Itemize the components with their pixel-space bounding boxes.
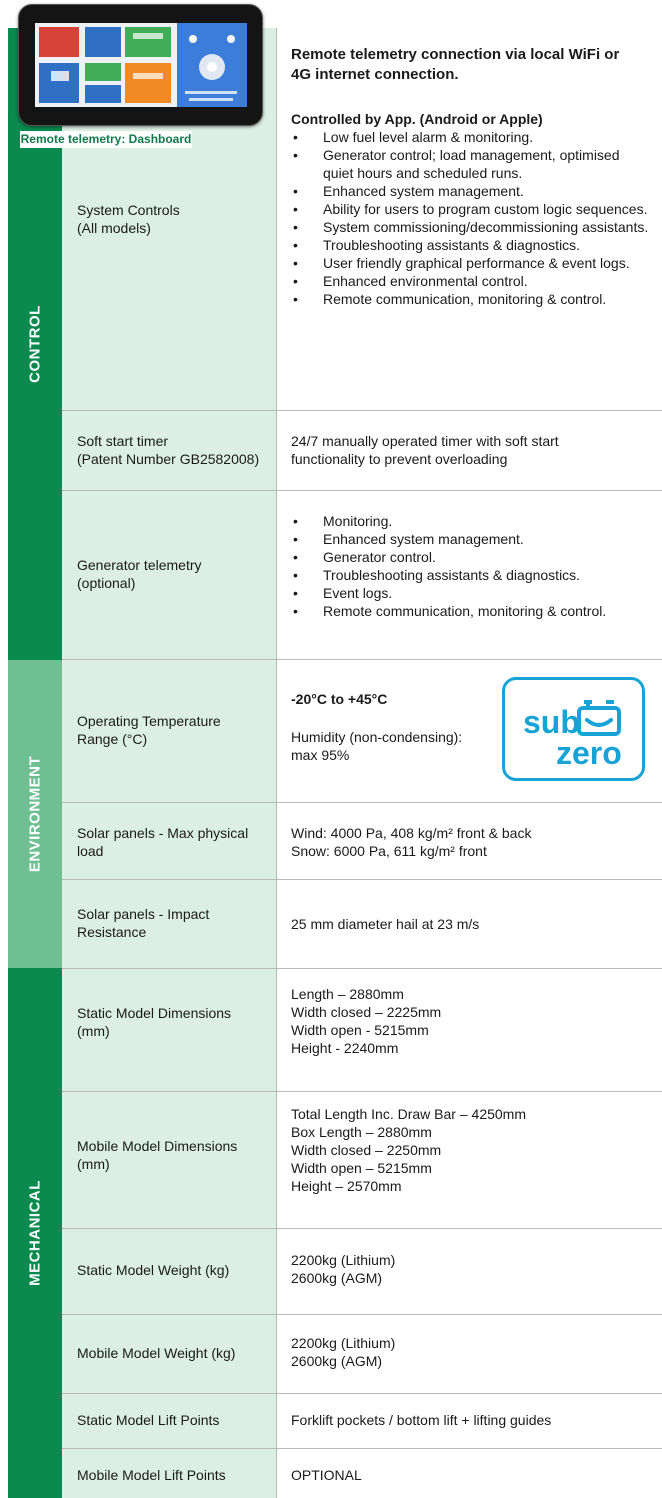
list-item: • System commissioning/decommissioning assistants. [291, 218, 651, 236]
section-band-environment [8, 660, 62, 968]
operating-temperature-label: Operating Temperature Range (°C) [77, 713, 221, 747]
system-controls-list [291, 128, 651, 308]
subzero-logo [502, 677, 645, 781]
max-load-value: Wind: 4000 Pa, 408 kg/m² front & back Snow: 6000 Pa, 611 kg/m² front [291, 825, 532, 859]
static-dimensions-value: Length – 2880mm Width closed – 2225mm Width open - 5215mm Height - 2240mm [291, 986, 442, 1056]
list-item: • Monitoring. [291, 512, 651, 530]
soft-start-label: Soft start timer (Patent Number GB2582008) [77, 433, 260, 467]
subzero-logo-graphic [505, 680, 642, 778]
row-divider [62, 968, 662, 969]
list-item: • Enhanced system management. [291, 530, 651, 548]
row-divider [62, 410, 662, 411]
operating-temperature-value: -20°C to +45°C Humidity (non-condensing): max 95% [291, 690, 491, 764]
section-label-mechanical: MECHANICAL [26, 1180, 44, 1286]
dashboard-screen [35, 23, 247, 107]
row-divider [62, 802, 662, 803]
static-lift-value: Forklift pockets / bottom lift + lifting guides [291, 1412, 552, 1428]
row-divider [62, 1393, 662, 1394]
mobile-dimensions-value: Total Length Inc. Draw Bar – 4250mm Box Length – 2880mm Width closed – 2250mm Width open – 5215mm Height – 2570mm [291, 1106, 527, 1194]
row-divider [62, 1448, 662, 1449]
generator-telemetry-list [291, 512, 651, 620]
row-divider [62, 1091, 662, 1092]
static-weight-label: Static Model Weight (kg) [77, 1262, 230, 1278]
list-item: • Generator control. [291, 548, 651, 566]
column-divider [276, 28, 277, 1498]
static-lift-label: Static Model Lift Points [77, 1412, 220, 1428]
mobile-lift-value: OPTIONAL [291, 1467, 362, 1483]
subzero-word-sub: sub [523, 704, 580, 740]
mobile-weight-label: Mobile Model Weight (kg) [77, 1345, 236, 1361]
section-label-control: CONTROL [26, 305, 44, 383]
generator-telemetry-value [291, 512, 651, 620]
temperature-range: -20°C to +45°C [291, 691, 388, 707]
list-item: • Generator control; load management, optimised quiet hours and scheduled runs. [291, 146, 651, 182]
list-item: • User friendly graphical performance & event logs. [291, 254, 651, 272]
dashboard-graphic [35, 23, 247, 107]
soft-start-value: 24/7 manually operated timer with soft start functionality to prevent overloading [291, 433, 559, 467]
row-divider [62, 1314, 662, 1315]
static-weight-value: 2200kg (Lithium) 2600kg (AGM) [291, 1252, 396, 1286]
system-controls-value [291, 110, 651, 308]
row-divider [62, 659, 662, 660]
tablet-caption: Remote telemetry: Dashboard [20, 132, 192, 146]
impact-resistance-label: Solar panels - Impact Resistance [77, 906, 210, 940]
mobile-weight-value: 2200kg (Lithium) 2600kg (AGM) [291, 1335, 396, 1369]
list-item: • Event logs. [291, 584, 651, 602]
impact-resistance-value: 25 mm diameter hail at 23 m/s [291, 916, 480, 932]
list-item: • Enhanced environmental control. [291, 272, 651, 290]
list-item: • Ability for users to program custom logic sequences. [291, 200, 651, 218]
system-controls-subheading: Controlled by App. (Android or Apple) [291, 111, 543, 127]
section-band-mechanical [8, 968, 62, 1498]
mobile-dimensions-label: Mobile Model Dimensions (mm) [77, 1138, 238, 1172]
list-item: • Troubleshooting assistants & diagnostics. [291, 236, 651, 254]
list-item: • Enhanced system management. [291, 182, 651, 200]
list-item: • Low fuel level alarm & monitoring. [291, 128, 651, 146]
subzero-word-zero: zero [556, 735, 622, 771]
tablet-dashboard-image [18, 4, 263, 126]
list-item: • Remote communication, monitoring & control. [291, 602, 651, 620]
max-load-label: Solar panels - Max physical load [77, 825, 249, 859]
mobile-lift-label: Mobile Model Lift Points [77, 1467, 226, 1483]
row-divider [62, 1228, 662, 1229]
section-label-environment: ENVIRONMENT [26, 755, 44, 873]
row-divider [62, 879, 662, 880]
row-divider [62, 490, 662, 491]
list-item: • Remote communication, monitoring & control. [291, 290, 651, 308]
telemetry-heading: Remote telemetry connection via local WiFi or 4G internet connection. [291, 46, 620, 83]
system-controls-label: System Controls (All models) [77, 202, 180, 236]
static-dimensions-label: Static Model Dimensions (mm) [77, 1005, 232, 1039]
list-item: • Troubleshooting assistants & diagnostics. [291, 566, 651, 584]
generator-telemetry-label: Generator telemetry (optional) [77, 557, 202, 591]
